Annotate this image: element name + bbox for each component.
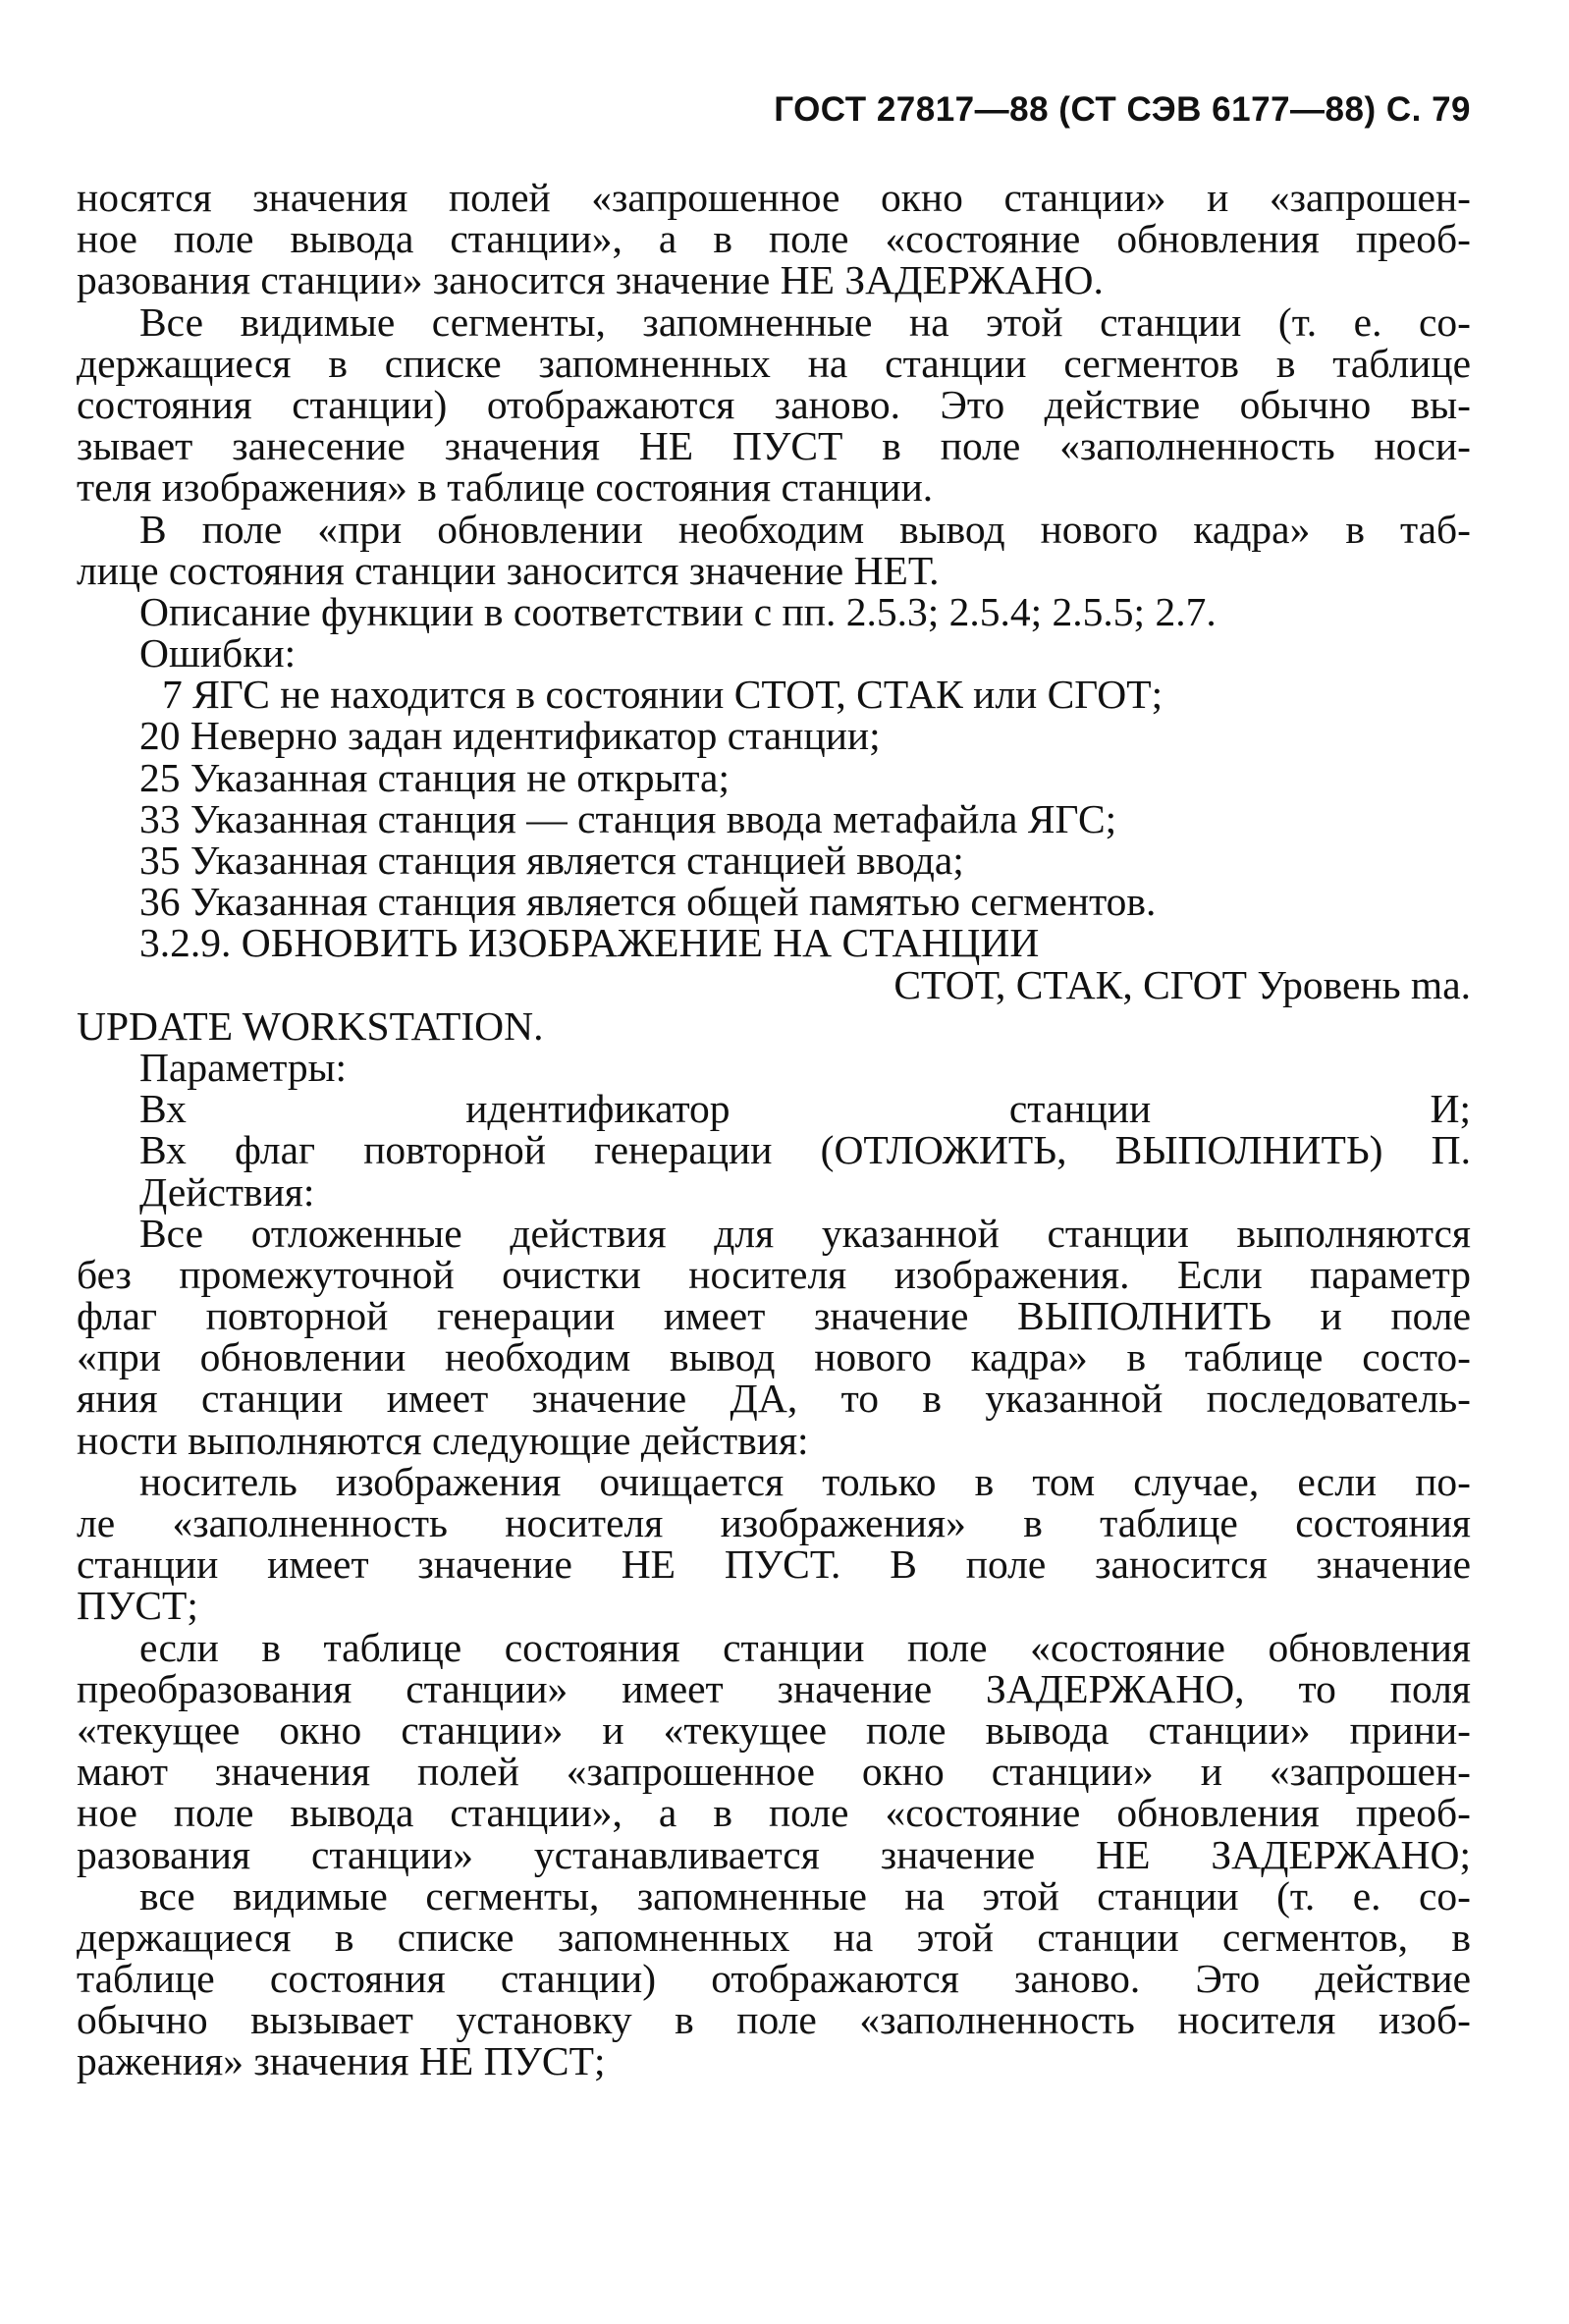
text-line: зывает занесение значения НЕ ПУСТ в поле «заполненность носи- <box>77 423 1471 469</box>
new-frame-paragraph <box>77 506 1471 593</box>
error-item: 25 Указанная станция не открыта; <box>139 754 730 800</box>
errors-list <box>77 672 1471 925</box>
text-line: держащиеся в списке запомненных на станции сегментов в таблице <box>77 340 1471 386</box>
section-english-name: UPDATE WORKSTATION. <box>77 1002 544 1049</box>
section-title: 3.2.9. ОБНОВИТЬ ИЗОБРАЖЕНИЕ НА СТАНЦИИ <box>139 920 1040 966</box>
text-line: В поле «при обновлении необходим вывод нового кадра» в таб- <box>139 506 1471 552</box>
text-line: ное поле вывода станции», а в поле «состояние обновления преоб- <box>77 216 1471 262</box>
parameter-row <box>77 1086 1471 1132</box>
section-states-level: СТОТ, СТАК, СГОТ Уровень mа. <box>893 961 1471 1007</box>
text-line: ности выполняются следующие действия: <box>77 1417 809 1463</box>
text-line: ное поле вывода станции», а в поле «состояние обновления преоб- <box>77 1790 1471 1836</box>
parameter-type: П. <box>1431 1127 1472 1173</box>
text-line: станции имеет значение НЕ ПУСТ. В поле заносится значение <box>77 1541 1471 1588</box>
error-item: 36 Указанная станция является общей памятью сегментов. <box>139 879 1157 925</box>
description-reference: Описание функции в соответствии с пп. 2.5.3; 2.5.4; 2.5.5; 2.7. <box>139 588 1217 634</box>
actions-heading: Действия: <box>139 1168 315 1215</box>
visible-segments-paragraph <box>77 298 1471 511</box>
parameter-label: Вх идентификатор станции <box>139 1086 1152 1132</box>
parameters-list <box>77 1086 1472 1173</box>
running-header: ГОСТ 27817—88 (СТ СЭВ 6177—88) С. 79 <box>774 90 1471 129</box>
text-line: разования станции» устанавливается значение НЕ ЗАДЕРЖАНО; <box>77 1831 1471 1877</box>
text-line: лице состояния станции заносится значение НЕТ. <box>77 547 940 593</box>
parameter-row <box>77 1127 1472 1173</box>
text-line: все видимые сегменты, запомненные на этой станции (т. е. со- <box>139 1872 1471 1919</box>
parameter-label: Вх флаг повторной генерации (ОТЛОЖИТЬ, ВЫПОЛНИТЬ) <box>139 1127 1383 1173</box>
text-line: теля изображения» в таблице состояния станции. <box>77 464 934 511</box>
text-line: яния станции имеет значение ДА, то в указанной последователь- <box>77 1376 1471 1422</box>
error-item: 20 Неверно задан идентификатор станции; <box>139 713 881 759</box>
text-line: носитель изображения очищается только в том случае, если по- <box>139 1458 1471 1504</box>
actions-intro-paragraph <box>77 1210 1471 1463</box>
action-deferred-paragraph <box>77 1624 1471 1877</box>
errors-heading: Ошибки: <box>139 630 297 676</box>
text-line: «текущее окно станции» и «текущее поле вывода станции» прини- <box>77 1706 1471 1753</box>
text-line: ле «заполненность носителя изображения» в таблице состояния <box>77 1500 1471 1545</box>
text-line: преобразования станции» имеет значение ЗАДЕРЖАНО, то поля <box>77 1665 1471 1711</box>
text-line: если в таблице состояния станции поле «состояние обновления <box>139 1624 1471 1670</box>
error-item: 35 Указанная станция является станцией ввода; <box>139 838 964 883</box>
document-page <box>77 0 1471 2324</box>
text-line: ражения» значения НЕ ПУСТ; <box>77 2038 606 2084</box>
parameter-type: И; <box>1430 1086 1471 1132</box>
text-line: флаг повторной генерации имеет значение ВЫПОЛНИТЬ и поле <box>77 1293 1471 1339</box>
section-heading <box>77 922 1471 1047</box>
text-line: носятся значения полей «запрошенное окно станции» и «запрошен- <box>77 175 1471 220</box>
text-line: таблице состояния станции) отображаются заново. Это действие <box>77 1956 1471 2002</box>
text-line: Все видимые сегменты, запомненные на этой станции (т. е. со- <box>139 298 1471 345</box>
text-line: Все отложенные действия для указанной станции выполняются <box>139 1210 1471 1256</box>
action-redisplay-paragraph <box>77 1872 1471 2084</box>
text-line: разования станции» заносится значение НЕ ЗАДЕРЖАНО. <box>77 257 1104 303</box>
error-item: 33 Указанная станция — станция ввода метафайла ЯГС; <box>139 795 1117 841</box>
page-body <box>77 177 1471 2082</box>
text-line: мают значения полей «запрошенное окно станции» и «запрошен- <box>77 1749 1471 1795</box>
text-line: «при обновлении необходим вывод нового кадра» в таблице состо- <box>77 1334 1471 1380</box>
parameters-heading: Параметры: <box>139 1044 348 1090</box>
error-item: 7 ЯГС не находится в состоянии СТОТ, СТАК или СГОТ; <box>162 672 1163 718</box>
text-line: обычно вызывает установку в поле «заполненность носителя изоб- <box>77 1997 1471 2043</box>
action-clear-paragraph <box>77 1458 1471 1629</box>
text-line: ПУСТ; <box>77 1583 198 1629</box>
text-line: состояния станции) отображаются заново. Это действие обычно вы- <box>77 381 1471 427</box>
text-line: держащиеся в списке запомненных на этой станции сегментов, в <box>77 1914 1471 1960</box>
continuation-paragraph <box>77 177 1471 301</box>
text-line: без промежуточной очистки носителя изображения. Если параметр <box>77 1251 1471 1297</box>
